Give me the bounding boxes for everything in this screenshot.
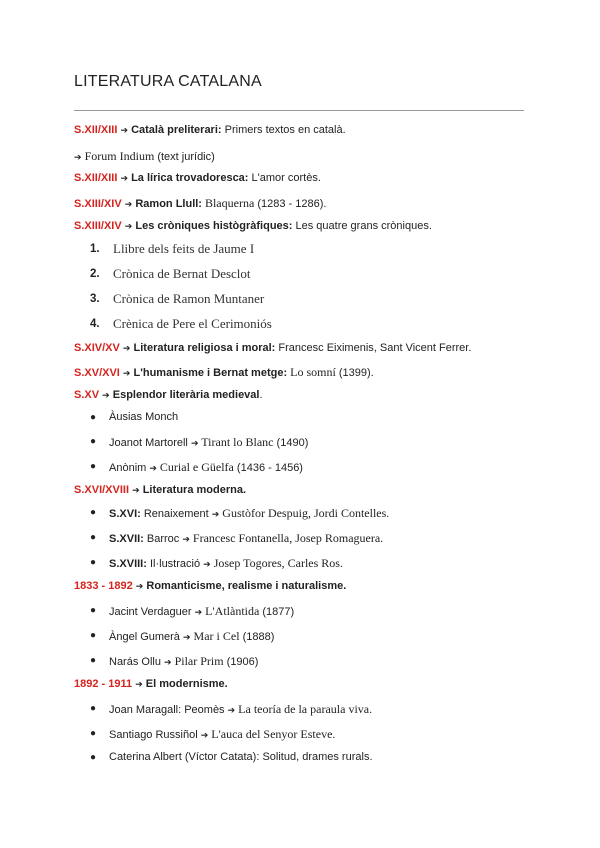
bullet-icon: ● [90,507,97,518]
topic-label: Ramon Llull: [135,198,202,210]
item-text: (1906) [223,656,259,668]
item-text: Narás Ollu [109,656,165,668]
arrow-icon: ➔ [102,390,110,400]
list-item: Crònica de Bernat Desclot [113,266,251,281]
bullet-icon: ● [90,532,97,543]
century-label: S.XVII: [109,533,144,545]
arrow-icon: ➔ [203,559,211,569]
list-item [109,629,274,644]
entry-ramon-llull [74,196,326,211]
list-number: 1. [90,243,100,255]
page-title: LITERATURA CATALANA [74,73,262,90]
arrow-icon: ➔ [74,152,82,162]
item-text: Renaixement [140,508,212,520]
entry-croniques [74,220,432,232]
work-title: Mar i Cel [190,629,240,643]
period-label: S.XVI/XVIII [74,484,130,496]
list-number: 4. [90,318,100,330]
arrow-icon: ➔ [120,173,129,183]
list-item: Crònica de Ramon Muntaner [113,291,265,306]
arrow-icon: ➔ [227,705,236,715]
period-label: S.XIII/XIV [74,220,122,232]
period-label: S.XV/XVI [74,367,120,379]
arrow-icon: ➔ [182,632,191,642]
item-text: Joan Maragall: Peomès [109,704,228,716]
list-item: Llibre dels feits de Jaume I [113,241,255,256]
item-text: (1877) [259,606,295,618]
bullet-icon: ● [90,728,97,739]
entry-romanticisme [74,580,346,592]
entry-text: Les quatre grans cròniques. [292,220,432,232]
arrow-icon: ➔ [135,581,144,591]
entry-lirica-trovadoresca [74,172,321,184]
authors-text: Josep Togores, Carles Ros. [210,556,343,570]
item-text: (1490) [273,437,309,449]
work-title: L'Atlàntida [202,604,260,618]
title-divider [74,110,524,111]
entry-text: (1399). [335,367,374,379]
bullet-icon: ● [90,605,97,616]
list-number: 2. [90,268,100,280]
topic-label: La lírica trovadoresca: [131,172,249,184]
arrow-icon: ➔ [124,221,133,231]
item-text: Àngel Gumerà [109,631,183,643]
entry-humanisme [74,365,374,380]
topic-label: Esplendor literària medieval [112,389,260,401]
topic-label: Literatura moderna. [142,484,247,496]
work-title: Pilar Prim [171,654,224,668]
item-text: Caterina Albert (Víctor Catata): Solitud, drames rurals. [109,751,373,763]
list-item [109,751,373,763]
bullet-icon: ● [90,630,97,641]
topic-label: Romanticisme, realisme i naturalisme. [146,580,347,592]
topic-label: L'humanisme i Bernat metge: [133,367,288,379]
entry-esplendor [74,389,263,401]
arrow-icon: ➔ [122,343,131,353]
arrow-icon: ➔ [149,463,157,473]
list-item [109,531,383,546]
list-item [109,435,308,450]
arrow-icon: ➔ [200,730,209,740]
bullet-icon: ● [90,412,97,423]
list-item [109,727,335,742]
bullet-icon: ● [90,461,97,472]
item-text: Anònim [109,462,150,474]
entry-literatura-moderna [74,484,246,496]
bullet-icon: ● [90,752,97,763]
item-text: Joanot Martorell [109,437,191,449]
work-title: Curial e Güelfa [156,460,234,474]
work-title: Blaquerna [201,196,255,210]
list-number: 3. [90,293,100,305]
authors-text: Gustòfor Despuig, Jordi Contelles. [219,506,390,520]
authors-text: Francesc Fontanella, Josep Romaguera. [189,531,384,545]
item-text: Barroc [143,533,183,545]
topic-label: Literatura religiosa i moral: [133,342,276,354]
period-label: 1892 - 1911 [74,678,133,690]
arrow-icon: ➔ [122,368,131,378]
entry-forum-indium [74,149,215,164]
list-item [109,556,343,571]
arrow-icon: ➔ [120,125,129,135]
item-text: Àusias Monch [109,411,179,423]
list-item [109,411,178,423]
entry-text: Francesc Eiximenis, Sant Vicent Ferrer. [275,342,472,354]
bullet-icon: ● [90,557,97,568]
period-label: S.XIV/XV [74,342,120,354]
period-label: S.XV [74,389,100,401]
entry-text: L'amor cortès. [248,172,321,184]
entry-text: . [259,389,263,401]
entry-catala-preliterari [74,124,346,136]
work-title: L'auca del Senyor Esteve. [208,727,336,741]
topic-label: Català preliterari: [131,124,222,136]
century-label: S.XVI: [109,508,141,520]
arrow-icon: ➔ [124,199,133,209]
work-title: Tirant lo Blanc [198,435,274,449]
period-label: S.XIII/XIV [74,198,122,210]
period-label: S.XII/XIII [74,124,118,136]
item-text: Jacint Verdaguer [109,606,195,618]
list-item [109,506,389,521]
list-item [109,604,294,619]
list-item [109,654,258,669]
bullet-icon: ● [90,655,97,666]
period-label: S.XII/XIII [74,172,118,184]
arrow-icon: ➔ [164,657,172,667]
arrow-icon: ➔ [194,607,203,617]
bullet-icon: ● [90,436,97,447]
work-title: Lo somní [287,365,336,379]
list-item [109,702,372,717]
item-text: (1436 - 1456) [233,462,303,474]
topic-label: El modernisme. [145,678,228,690]
item-text: Santiago Russiñol [109,729,201,741]
item-text: Il·lustració [146,558,204,570]
century-label: S.XVIII: [109,558,147,570]
list-item: Crènica de Pere el Cerimoniós [113,316,272,331]
arrow-icon: ➔ [182,534,190,544]
entry-text: (1283 - 1286). [254,198,327,210]
work-title: Forum Indium [84,149,155,163]
work-title: La teoría de la paraula viva. [235,702,373,716]
arrow-icon: ➔ [211,509,220,519]
arrow-icon: ➔ [135,679,143,689]
entry-modernisme [74,678,228,690]
list-item [109,460,303,475]
arrow-icon: ➔ [132,485,140,495]
entry-literatura-religiosa [74,342,471,354]
item-text: (1888) [239,631,275,643]
bullet-icon: ● [90,703,97,714]
period-label: 1833 - 1892 [74,580,133,592]
entry-text: Primers textos en català. [221,124,346,136]
entry-text: (text jurídic) [154,151,215,163]
arrow-icon: ➔ [190,438,199,448]
topic-label: Les cròniques histògràfiques: [135,220,293,232]
